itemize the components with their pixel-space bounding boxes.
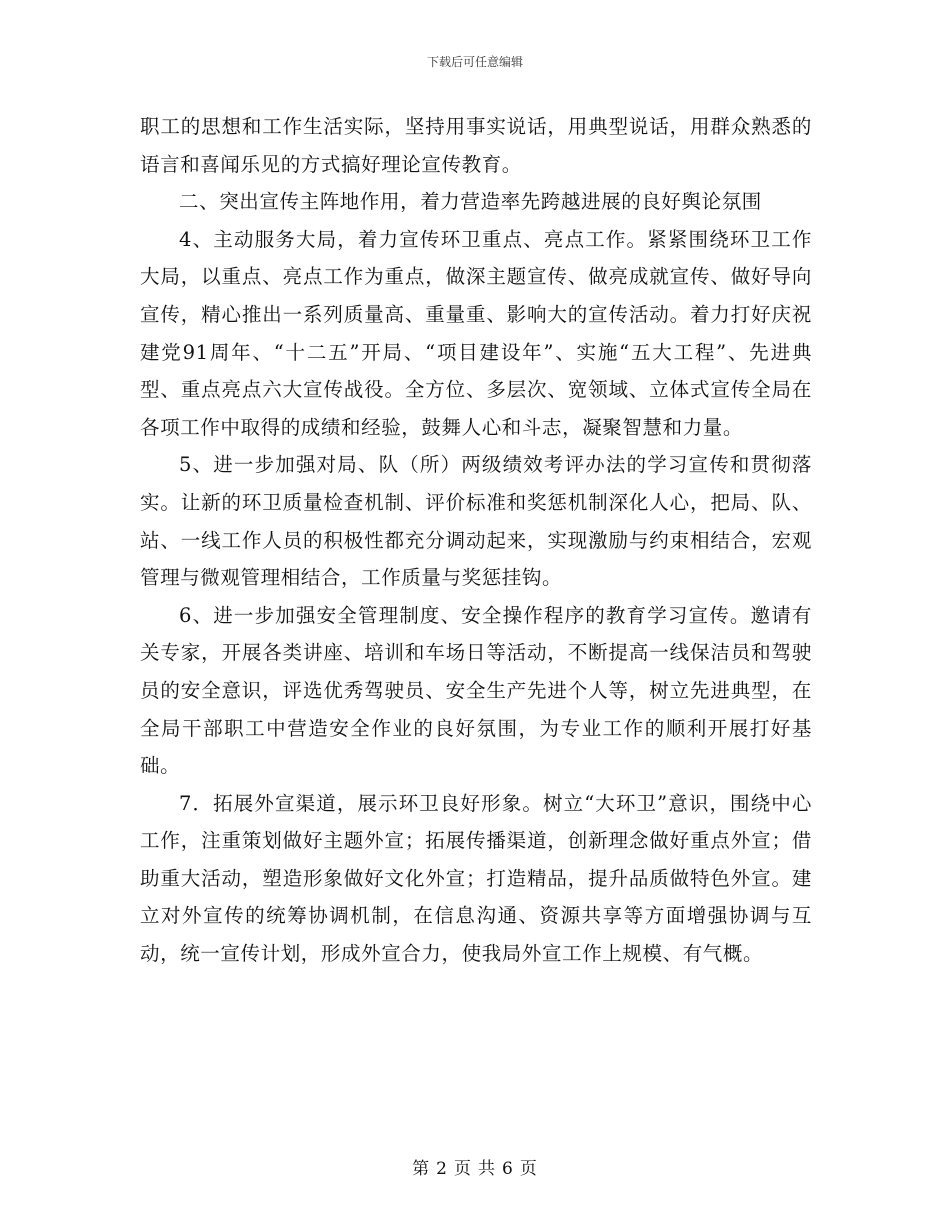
- document-body: [140, 108, 812, 973]
- page-header: 下载后可任意编辑: [426, 55, 523, 69]
- footer-current-page: 2: [436, 1159, 448, 1179]
- footer-suffix: 页: [519, 1159, 538, 1179]
- footer-total-pages: 6: [502, 1159, 514, 1179]
- footer-total-word: 共: [478, 1159, 496, 1179]
- paragraph-item-4: 4、主动服务大局，着力宣传环卫重点、亮点工作。紧紧围绕环卫工作大局，以重点、亮点工作为重点，做深主题宣传、做亮成就宣传、做好导向宣传，精心推出一系列质量高、重量重、影响大的宣传活动。着力打好庆祝建党91周年、“十二五”开局、“项目建设年”、实施“五大工程”、先进典型、重点亮点六大宣传战役。全方位、多层次、宽领域、立体式宣传全局在各项工作中取得的成绩和经验，鼓舞人心和斗志，凝聚智慧和力量。: [140, 227, 812, 439]
- footer-prefix: 第: [412, 1159, 431, 1179]
- paragraph-item-5: 5、进一步加强对局、队（所）两级绩效考评办法的学习宣传和贯彻落实。让新的环卫质量检查机制、评价标准和奖惩机制深化人心，把局、队、站、一线工作人员的积极性都充分调动起来，实现激励与约束相结合，宏观管理与微观管理相结合，工作质量与奖惩挂钩。: [140, 453, 812, 590]
- paragraph-item-6: 6、进一步加强安全管理制度、安全操作程序的教育学习宣传。邀请有关专家，开展各类讲座、培训和车场日等活动，不断提高一线保洁员和驾驶员的安全意识，评选优秀驾驶员、安全生产先进个人等，树立先进典型，在全局干部职工中营造安全作业的良好氛围，为专业工作的顺利开展打好基础。: [140, 603, 812, 778]
- footer-page-word: 页: [454, 1159, 472, 1179]
- page-footer: [0, 1154, 950, 1179]
- paragraph-item-7: 7．拓展外宣渠道，展示环卫良好形象。树立“大环卫”意识，围绕中心工作，注重策划做好主题外宣；拓展传播渠道，创新理念做好重点外宣；借助重大活动，塑造形象做好文化外宣；打造精品，提升品质做特色外宣。建立对外宣传的统筹协调机制，在信息沟通、资源共享等方面增强协调与互动，统一宣传计划，形成外宣合力，使我局外宣工作上规模、有气概。: [140, 791, 812, 966]
- paragraph-continuation: 职工的思想和工作生活实际，坚持用事实说话，用典型说话，用群众熟悉的语言和喜闻乐见的方式搞好理论宣传教育。: [140, 115, 812, 176]
- paragraph-section-heading: 二、突出宣传主阵地作用，着力营造率先跨越进展的良好舆论氛围: [179, 190, 762, 214]
